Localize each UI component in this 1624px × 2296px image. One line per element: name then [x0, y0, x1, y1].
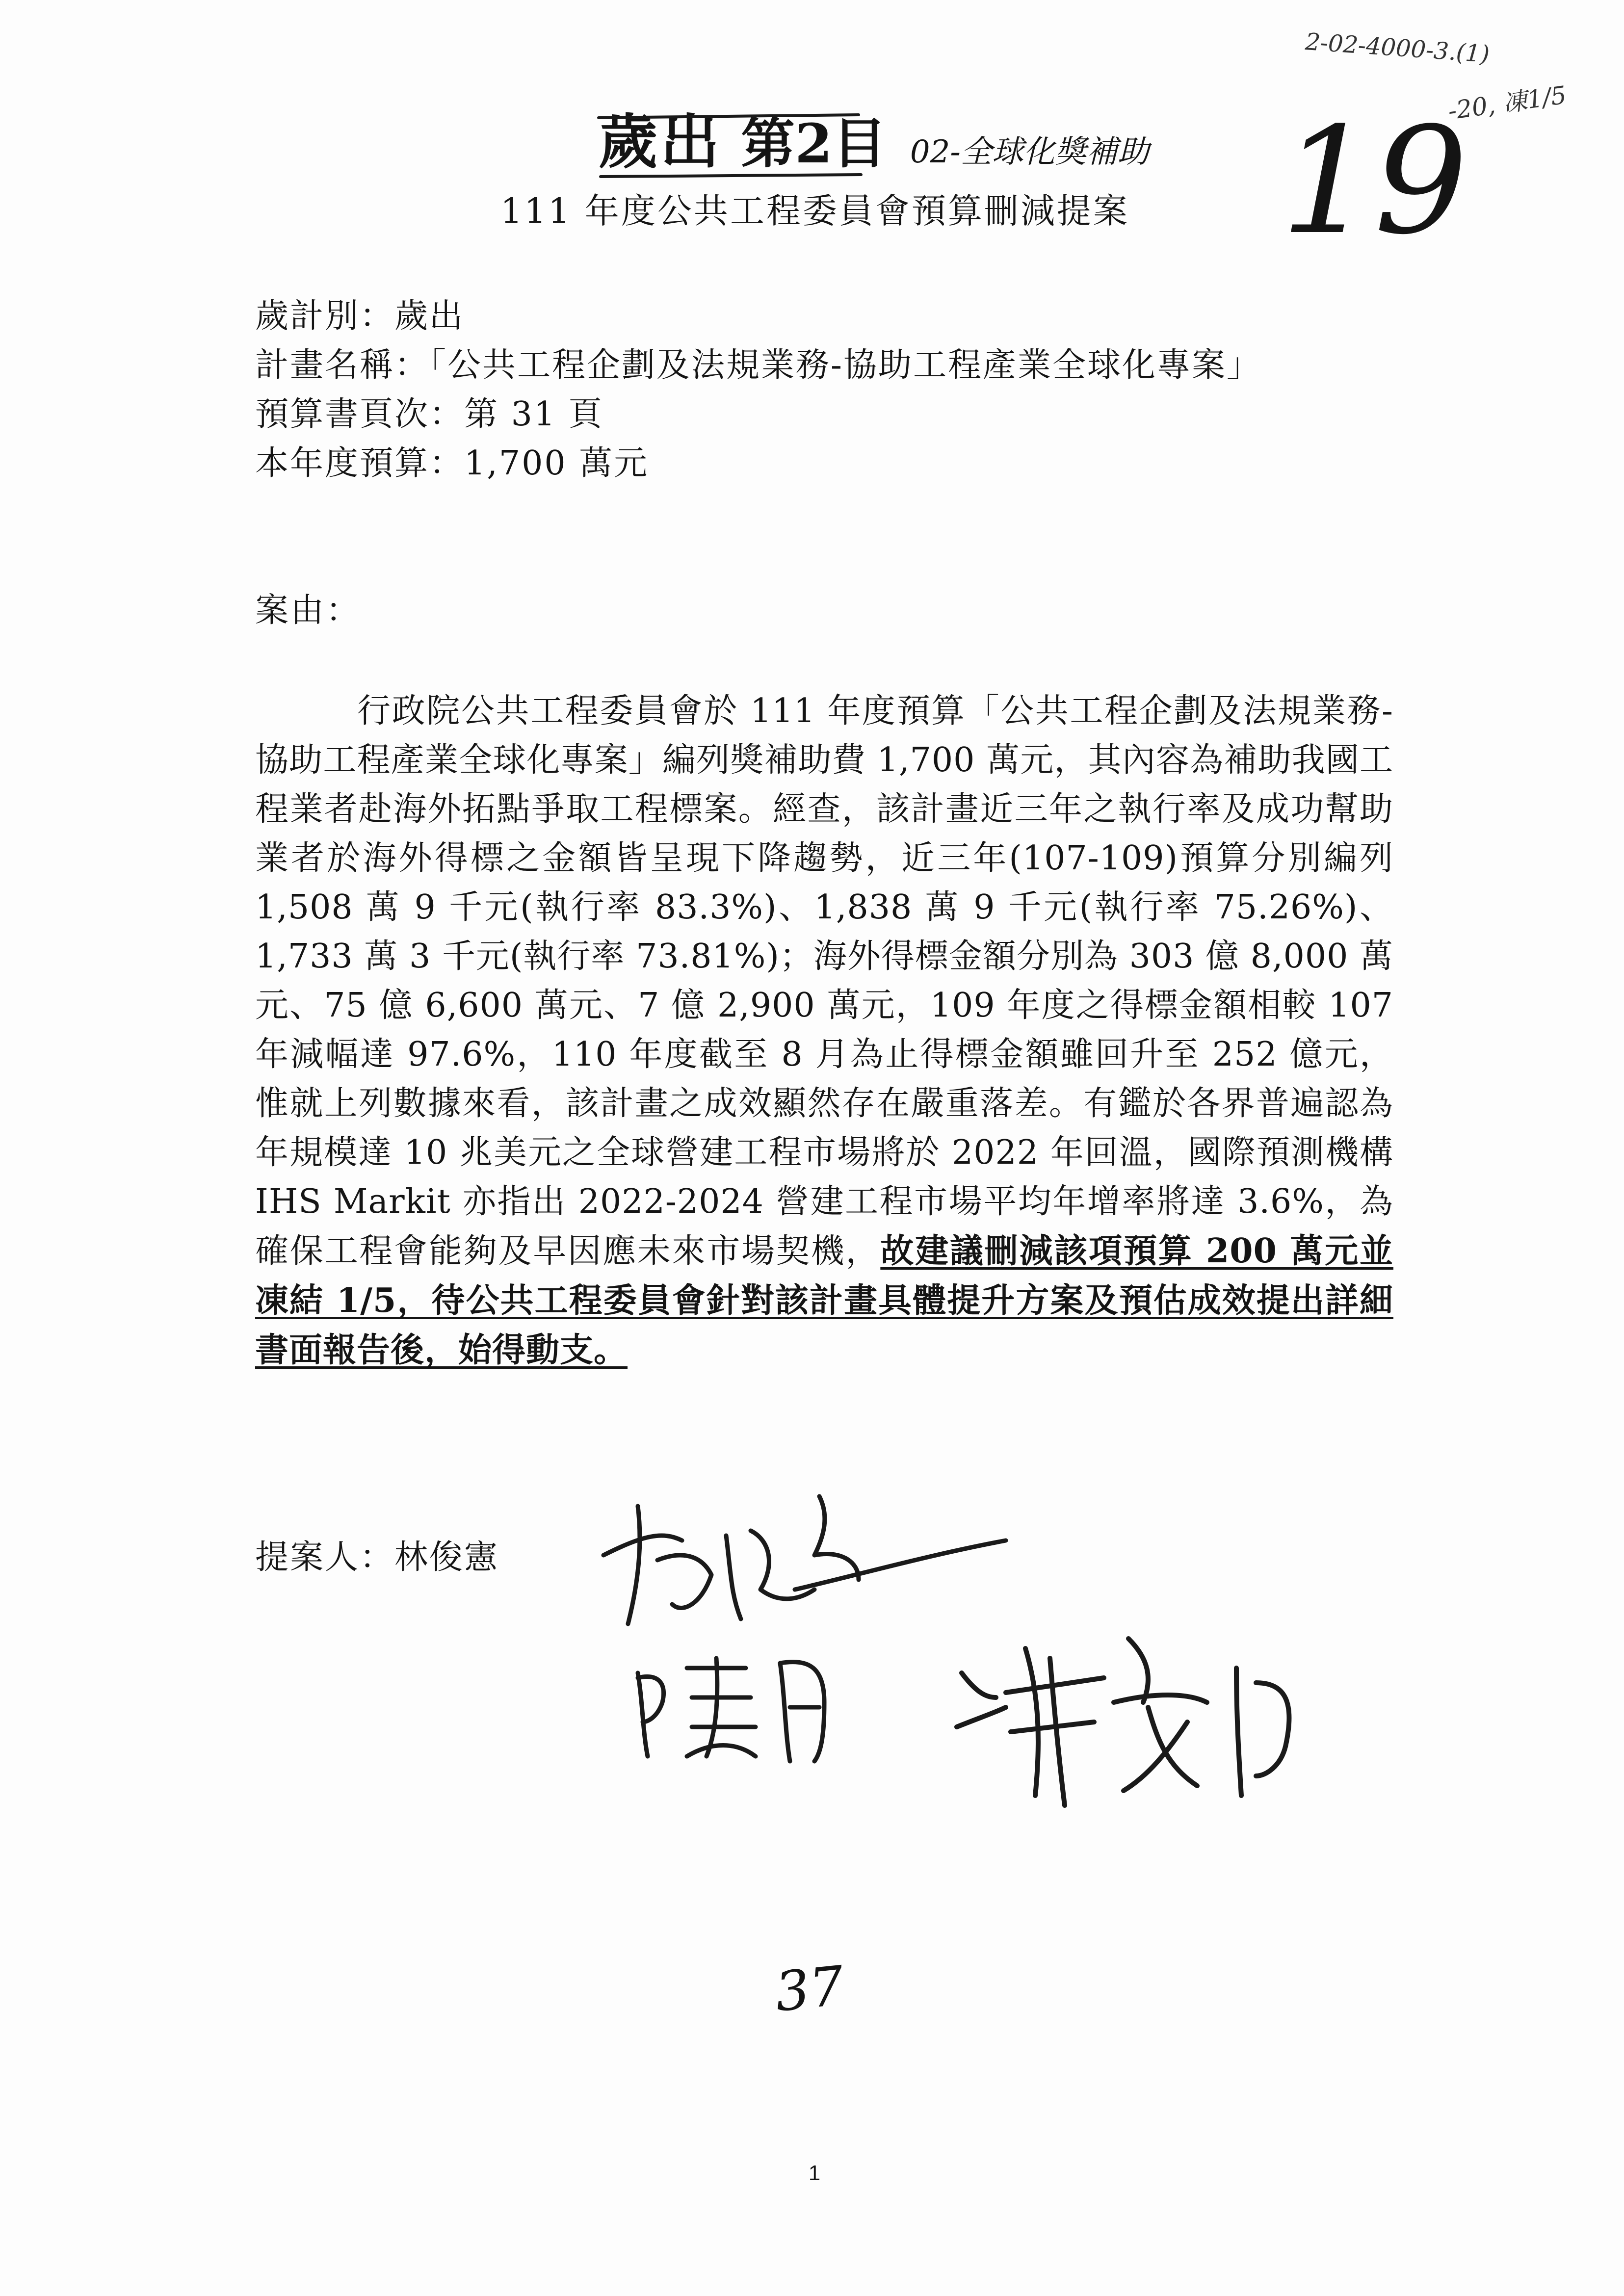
budget-page-reference: 預算書頁次：第 31 頁 [255, 395, 603, 434]
annual-budget: 本年度預算：1,700 萬元 [255, 444, 649, 483]
reason-paragraph [255, 687, 1393, 1375]
handwritten-bottom-mark: 37 [772, 1954, 847, 2024]
account-type: 歲計別：歲出 [255, 297, 465, 336]
plan-name: 計畫名稱：「公共工程企劃及法規業務-協助工程產業全球化專案」 [255, 346, 1261, 385]
handwritten-freeze-note: -20, 凍1/5 [1446, 80, 1569, 126]
handwritten-page-marker: 19 [1281, 96, 1468, 267]
signature-2 [628, 1644, 883, 1771]
page-number: 1 [808, 2161, 821, 2185]
handwritten-item-note: 02-全球化獎補助 [910, 134, 1149, 170]
stamp-box-scribble [594, 108, 868, 182]
signature-1 [584, 1477, 1025, 1634]
reason-text: 行政院公共工程委員會於 111 年度預算「公共工程企劃及法規業務-協助工程產業全球化專案」編列獎補助費 1,700 萬元，其內容為補助我國工程業者赴海外拓點爭取工程標案。經查，該計畫近三年之執行率及成功幫助業者於海外得標之金額皆呈現下降趨勢，近三年(107-109)預算分別編列 1,508 萬 9 千元(執行率 83.3%)、1,838 萬 9 千元(執行率 75.26%)、1,733 萬 3 千元(執行率 73.81%)；海外得標金額分別為 303 億 8,000 萬元、75 億 6,600 萬元、7 億 2,900 萬元，109 年度之得標金額相較 107 年減幅達 97.6%，110 年度截至 8 月為止得標金額雖回升至 252 億元，惟就上列數據來看，該計畫之成效顯然存在嚴重落差。有鑑於各界普遍認為年規模達 10 兆美元之全球營建工程市場將於 2022 年回溫，國際預測機構 IHS Markit 亦指出 2022-2024 營建工程市場平均年增率將達 3.6%，為確保工程會能夠及早因應未來市場契機， [255, 692, 1393, 1271]
document-title: 111 年度公共工程委員會預算刪減提案 [500, 191, 1129, 231]
expenditure-stamp: 歲出 [599, 107, 722, 177]
handwritten-reference-code: 2-02-4000-3.(1) [1304, 27, 1491, 69]
budget-metadata [255, 292, 1261, 488]
reason-body [255, 687, 1393, 1375]
recommendation-text: 故建議刪減該項預算 200 萬元並凍結 1/5，待公共工程委員會針對該計畫具體提升方案及預估成效提出詳細書面報告後，始得動支。 [255, 1231, 1393, 1370]
item-number: 第2目 [741, 112, 887, 175]
proposer-label: 提案人：林俊憲 [255, 1538, 499, 1577]
reason-label: 案由： [255, 591, 362, 630]
signature-3 [942, 1619, 1325, 1825]
